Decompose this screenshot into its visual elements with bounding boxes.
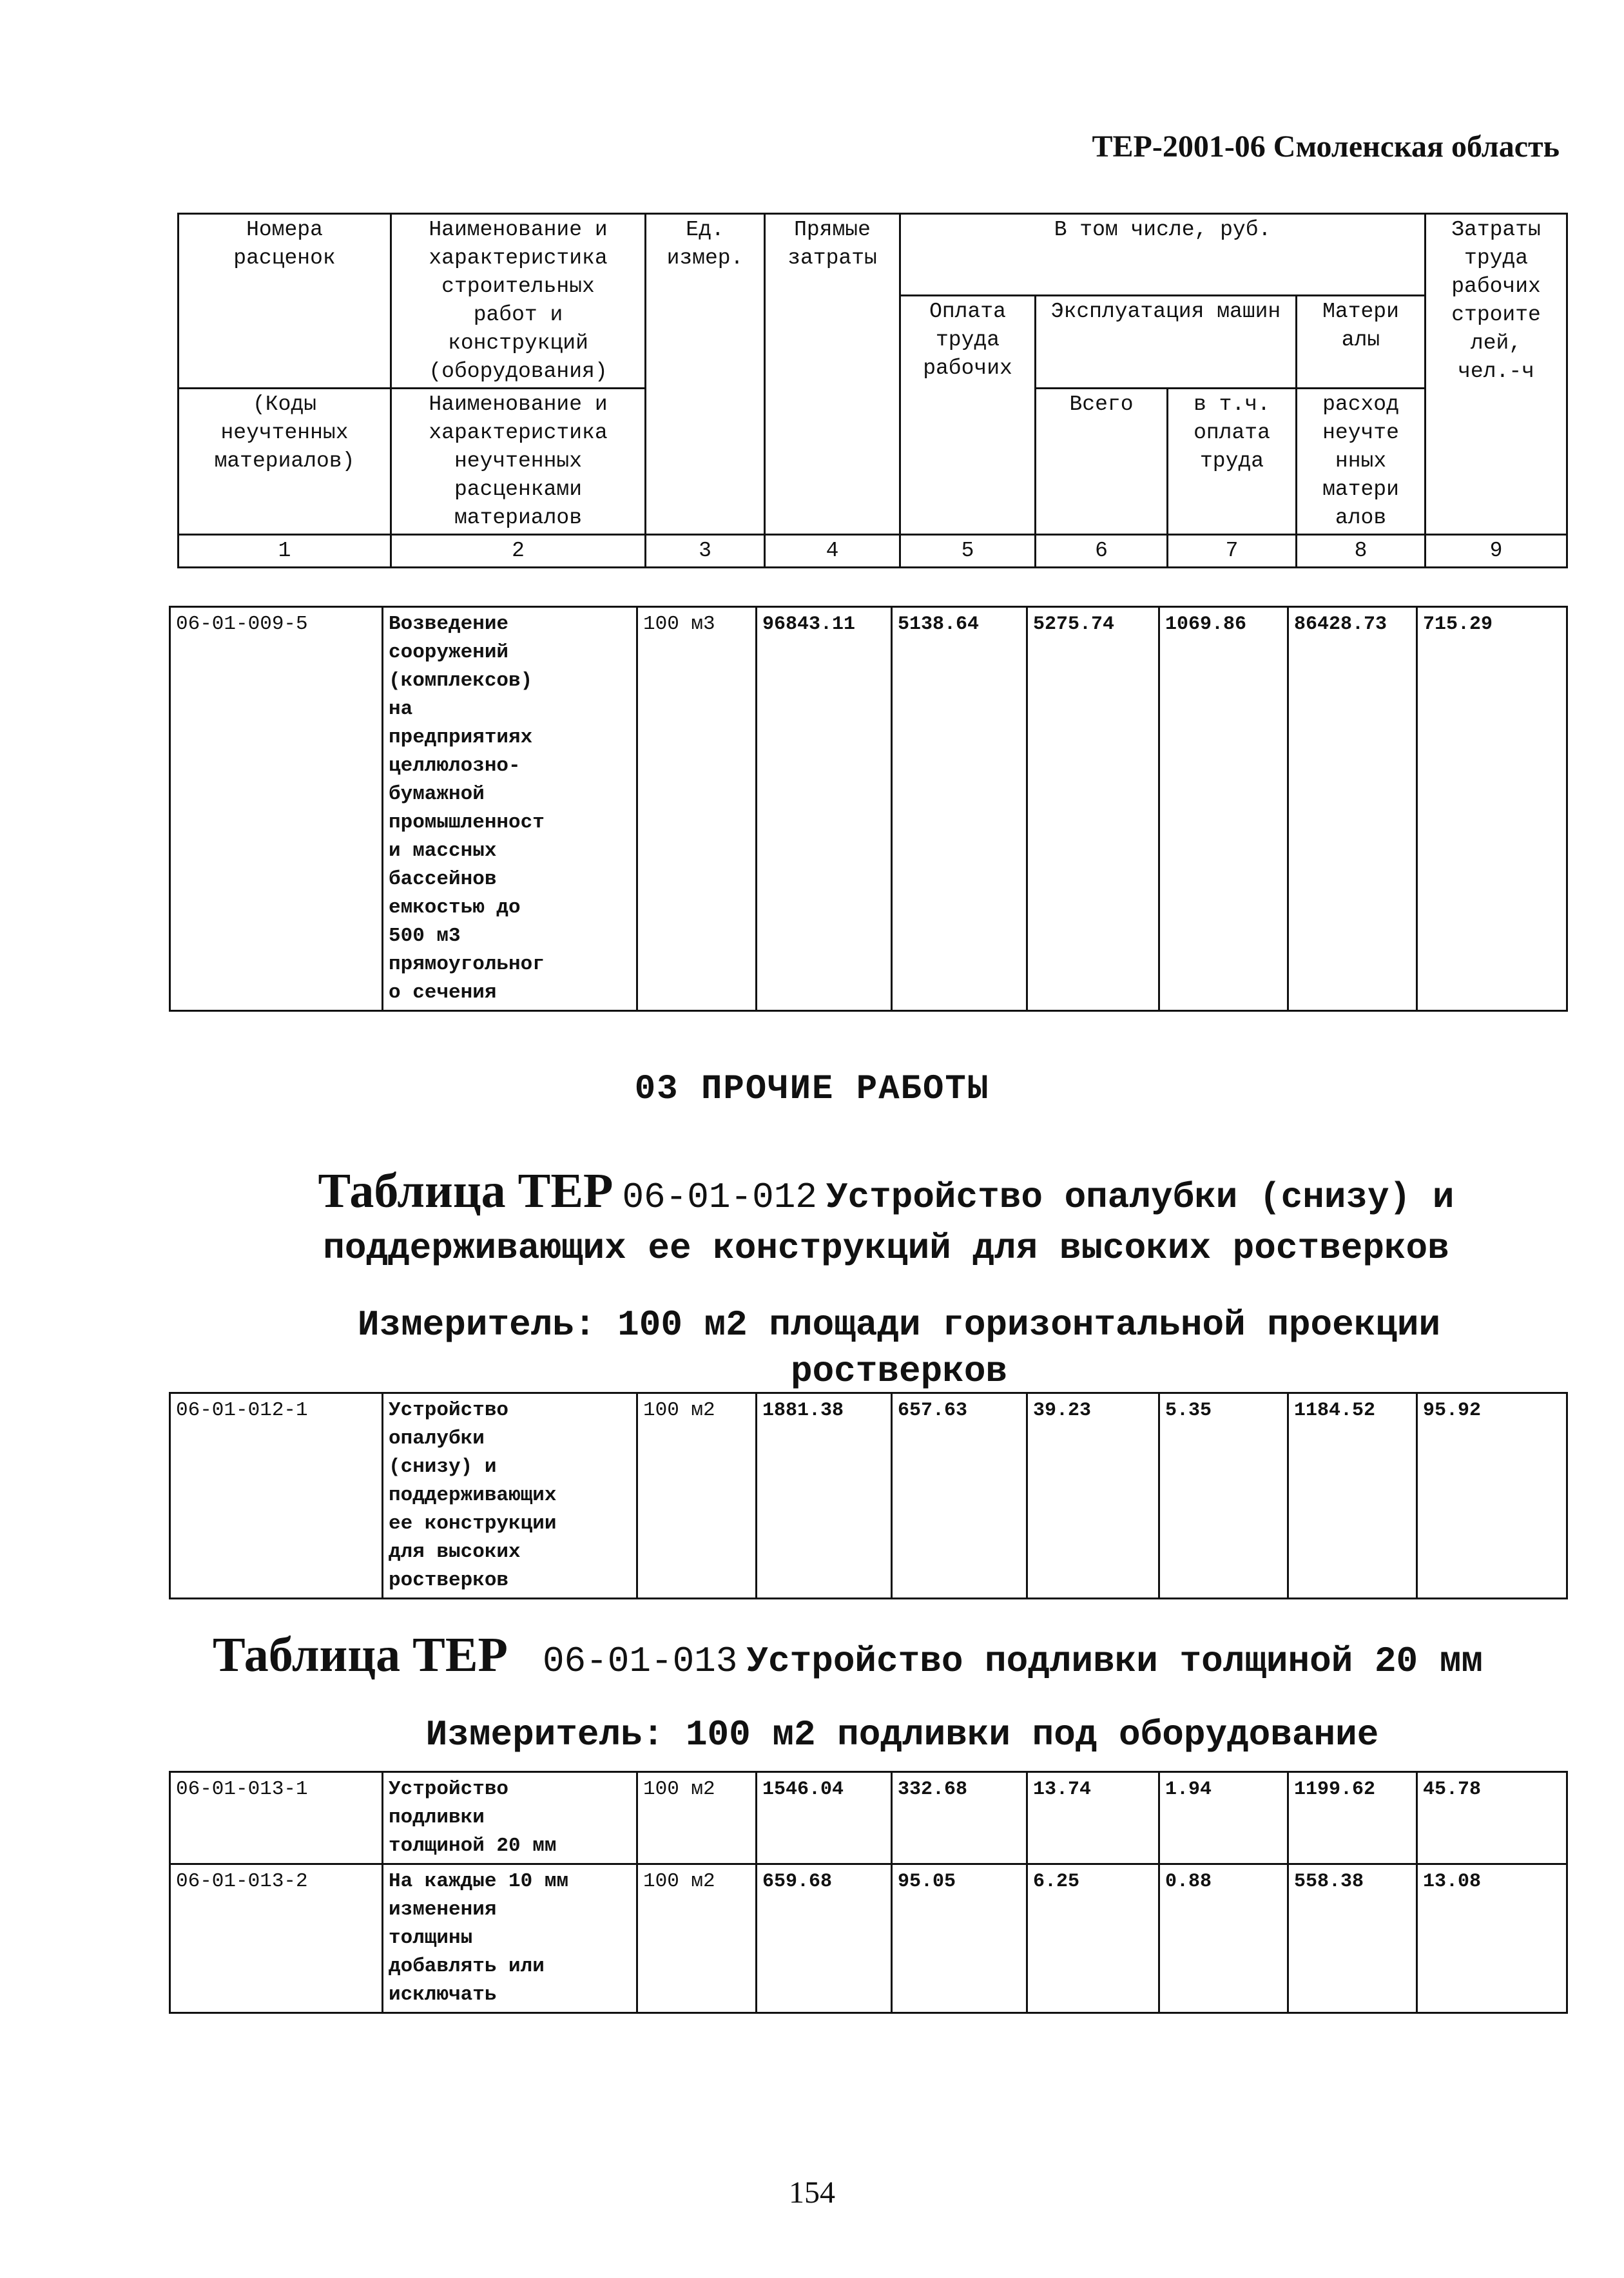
header-col1-bottom xyxy=(179,389,391,535)
table-012-code: 06-01-012 xyxy=(622,1177,817,1218)
header-number: 5 xyxy=(900,535,1036,568)
header-col8-bottom xyxy=(1297,389,1426,535)
header-cell-line: Оплата xyxy=(929,300,1006,323)
name-line: 500 м3 xyxy=(389,925,461,947)
direct-cost: 96843.11 xyxy=(757,607,892,1011)
document-title: ТЕР-2001-06 Смоленская область xyxy=(1092,130,1560,164)
machines-labor-cost: 1.94 xyxy=(1159,1772,1288,1864)
header-cell-line: материалов xyxy=(454,506,583,530)
materials-cost: 1184.52 xyxy=(1288,1393,1417,1599)
header-cell-line: труда xyxy=(1464,246,1529,270)
header-cell-line: рабочих xyxy=(1451,275,1541,298)
header-cell-line: расход xyxy=(1322,392,1399,416)
header-cell-line: Прямые xyxy=(794,218,871,242)
header-cell-line: строительных xyxy=(441,275,595,298)
name-line: толщины xyxy=(389,1927,473,1949)
header-col4 xyxy=(765,214,900,535)
header-number: 9 xyxy=(1426,535,1567,568)
header-number: 6 xyxy=(1036,535,1168,568)
header-group-label: В том числе, руб. xyxy=(900,214,1426,296)
name-line: бассейнов xyxy=(389,868,497,891)
name-line: о сечения xyxy=(389,981,497,1004)
header-cell-line: расценок xyxy=(233,246,336,270)
header-cell-line: (Коды xyxy=(252,392,317,416)
unit-cell: 100 м2 xyxy=(637,1864,757,2013)
labor-cost: 95.05 xyxy=(892,1864,1027,2013)
labor-hours: 45.78 xyxy=(1417,1772,1567,1864)
machines-cost: 39.23 xyxy=(1027,1393,1159,1599)
materials-cost: 1199.62 xyxy=(1288,1772,1417,1864)
table-row xyxy=(170,1772,1567,1864)
name-line: сооружений xyxy=(389,641,509,664)
unit-cell: 100 м2 xyxy=(637,1393,757,1599)
header-cell-line: измер. xyxy=(666,246,744,270)
header-cell-line: Матери xyxy=(1322,300,1399,323)
name-line: бумажной xyxy=(389,783,485,806)
rate-code: 06-01-009-5 xyxy=(170,607,383,1011)
name-line: емкостью до xyxy=(389,896,521,919)
table-013-measure: Измеритель: 100 м2 подливки под оборудование xyxy=(425,1714,1379,1755)
name-line: Возведение xyxy=(389,613,509,635)
machines-cost: 5275.74 xyxy=(1027,607,1159,1011)
header-col7 xyxy=(1168,389,1297,535)
name-line: для высоких xyxy=(389,1541,521,1563)
name-line: поддерживающих xyxy=(389,1484,557,1507)
table-013-heading xyxy=(213,1630,1598,1686)
work-name xyxy=(383,1393,637,1599)
rates-table-013 xyxy=(169,1771,1568,2014)
rates-table-012 xyxy=(169,1392,1568,1599)
header-cell-line: характеристика xyxy=(429,246,608,270)
name-line: целлюлозно- xyxy=(389,755,521,777)
machines-labor-cost: 0.88 xyxy=(1159,1864,1288,2013)
header-cell-line: в т.ч. xyxy=(1194,392,1270,416)
header-col9 xyxy=(1426,214,1567,535)
rates-table-009 xyxy=(169,606,1568,1012)
section-title: 03 ПРОЧИЕ РАБОТЫ xyxy=(634,1070,990,1109)
header-number: 8 xyxy=(1297,535,1426,568)
header-cell-line: конструкций xyxy=(448,331,588,355)
header-cell-line: характеристика xyxy=(429,421,608,445)
rate-code: 06-01-013-2 xyxy=(170,1864,383,2013)
name-line: ее конструкции xyxy=(389,1512,557,1535)
name-line: Устройство xyxy=(389,1778,509,1800)
table-row xyxy=(170,1864,1567,2013)
name-line: прямоугольног xyxy=(389,953,545,976)
header-cell-line: Затраты xyxy=(1451,218,1541,242)
name-line: На каждые 10 мм xyxy=(389,1870,569,1893)
table-012-measure-line2: ростверков xyxy=(790,1351,1008,1392)
header-number: 3 xyxy=(646,535,765,568)
direct-cost: 1881.38 xyxy=(757,1393,892,1599)
header-cell-line: работ и xyxy=(473,303,563,327)
name-line: предприятиях xyxy=(389,726,533,749)
rate-code: 06-01-013-1 xyxy=(170,1772,383,1864)
name-line: исключать xyxy=(389,1984,497,2006)
name-line: подливки xyxy=(389,1806,485,1829)
page-number: 154 xyxy=(789,2176,835,2210)
header-number: 1 xyxy=(179,535,391,568)
header-col5 xyxy=(900,296,1036,535)
header-cell-line: труда xyxy=(935,328,1000,352)
header-col2-top xyxy=(391,214,646,389)
labor-hours: 95.92 xyxy=(1417,1393,1567,1599)
header-cell-line: Наименование и xyxy=(429,218,608,242)
table-012-title-line1: Устройство опалубки (снизу) и xyxy=(826,1177,1455,1218)
header-number: 4 xyxy=(765,535,900,568)
header-cell-line: труда xyxy=(1199,449,1264,473)
header-cell-line: Ед. xyxy=(686,218,724,242)
rate-code: 06-01-012-1 xyxy=(170,1393,383,1599)
name-line: и массных xyxy=(389,840,497,862)
table-012-heading xyxy=(258,1166,1514,1273)
header-cell-line: рабочих xyxy=(923,356,1012,380)
name-line: промышленност xyxy=(389,811,545,834)
table-013-code: 06-01-013 xyxy=(542,1641,738,1682)
table-row xyxy=(170,607,1567,1011)
name-line: толщиной 20 мм xyxy=(389,1835,557,1857)
header-col6: Всего xyxy=(1036,389,1168,535)
machines-labor-cost: 1069.86 xyxy=(1159,607,1288,1011)
table-012-measure-line1: Измеритель: 100 м2 площади горизонтальной проекции xyxy=(357,1304,1441,1346)
labor-hours: 13.08 xyxy=(1417,1864,1567,2013)
header-cell-line: алов xyxy=(1335,506,1387,530)
work-name xyxy=(383,1864,637,2013)
work-name xyxy=(383,607,637,1011)
table-013-title: Устройство подливки толщиной 20 мм xyxy=(746,1641,1483,1682)
labor-cost: 5138.64 xyxy=(892,607,1027,1011)
name-line: на xyxy=(389,698,413,720)
header-cell-line: затраты xyxy=(788,246,877,270)
materials-cost: 86428.73 xyxy=(1288,607,1417,1011)
table-013-lead: Таблица ТЕР xyxy=(213,1628,508,1682)
header-cell-line: неучте xyxy=(1322,421,1399,445)
header-cell-line: строите xyxy=(1451,303,1541,327)
header-cell-line: матери xyxy=(1322,478,1399,501)
header-number: 2 xyxy=(391,535,646,568)
materials-cost: 558.38 xyxy=(1288,1864,1417,2013)
table-012-title-line2: поддерживающих ее конструкций для высоких ростверков xyxy=(323,1228,1449,1269)
header-cell-line: лей, xyxy=(1470,331,1522,355)
machines-labor-cost: 5.35 xyxy=(1159,1393,1288,1599)
name-line: опалубки xyxy=(389,1427,485,1450)
header-cell-line: расценками xyxy=(454,478,583,501)
header-number-row xyxy=(179,535,1567,568)
name-line: добавлять или xyxy=(389,1955,545,1978)
name-line: (снизу) и xyxy=(389,1456,497,1478)
header-machines-label: Эксплуатация машин xyxy=(1036,296,1297,389)
table-012-lead: Таблица ТЕР xyxy=(318,1164,614,1218)
work-name xyxy=(383,1772,637,1864)
header-cell-line: Наименование и xyxy=(429,392,608,416)
labor-cost: 332.68 xyxy=(892,1772,1027,1864)
header-cell-line: оплата xyxy=(1194,421,1270,445)
header-cell-line: (оборудования) xyxy=(429,360,608,383)
header-cell-line: чел.-ч xyxy=(1458,360,1534,383)
header-col8-top xyxy=(1297,296,1426,389)
labor-hours: 715.29 xyxy=(1417,607,1567,1011)
name-line: (комплексов) xyxy=(389,670,533,692)
name-line: изменения xyxy=(389,1898,497,1921)
header-cell-line: Номера xyxy=(246,218,323,242)
unit-cell: 100 м2 xyxy=(637,1772,757,1864)
labor-cost: 657.63 xyxy=(892,1393,1027,1599)
header-col1-top xyxy=(179,214,391,389)
header-table xyxy=(177,213,1568,568)
table-row xyxy=(170,1393,1567,1599)
unit-cell: 100 м3 xyxy=(637,607,757,1011)
direct-cost: 1546.04 xyxy=(757,1772,892,1864)
header-number: 7 xyxy=(1168,535,1297,568)
header-col2-bottom xyxy=(391,389,646,535)
machines-cost: 6.25 xyxy=(1027,1864,1159,2013)
header-cell-line: неучтенных xyxy=(454,449,583,473)
header-cell-line: нных xyxy=(1335,449,1387,473)
name-line: ростверков xyxy=(389,1569,509,1592)
header-cell-line: алы xyxy=(1341,328,1380,352)
direct-cost: 659.68 xyxy=(757,1864,892,2013)
header-cell-line: материалов) xyxy=(214,449,355,473)
machines-cost: 13.74 xyxy=(1027,1772,1159,1864)
header-col3 xyxy=(646,214,765,535)
name-line: Устройство xyxy=(389,1399,509,1422)
table-012-measure xyxy=(271,1302,1527,1395)
header-cell-line: неучтенных xyxy=(220,421,349,445)
